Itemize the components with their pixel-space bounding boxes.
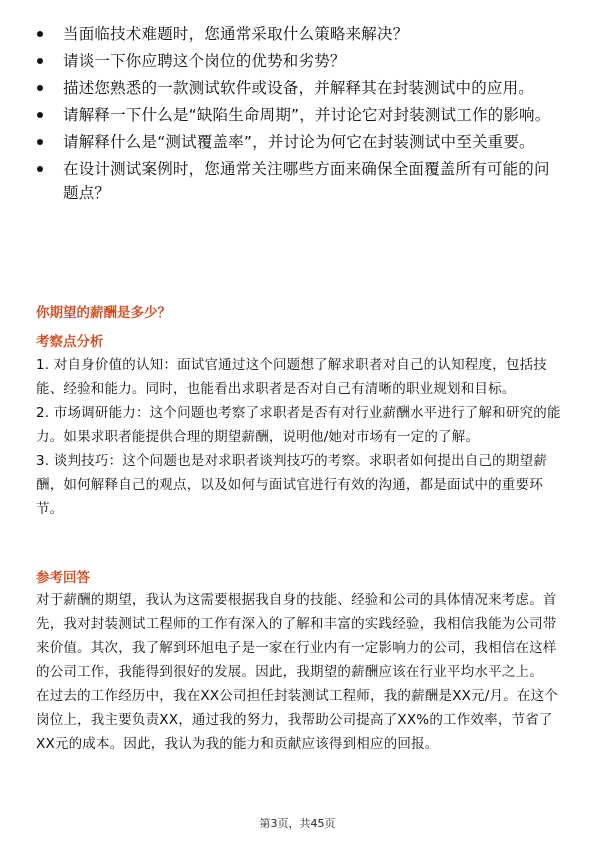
analysis-item: 2. 市场调研能力：这个问题也考察了求职者是否有对行业薪酬水平进行了解和研究的能力。如果求职者能提供合理的期望薪酬，说明他/她对市场有一定的了解。 [36,405,561,445]
analysis-body [36,353,561,521]
list-item [33,22,563,46]
analysis-title: 考察点分析 [36,334,104,350]
list-item [33,130,563,154]
bullet-icon [37,58,43,64]
list-item [33,103,563,127]
bullet-icon [37,112,43,118]
bullet-icon [37,85,43,91]
list-item [33,49,563,73]
answer-body [36,588,561,756]
question-list [33,22,563,208]
question-text: 在设计测试案例时，您通常关注哪些方面来确保全面覆盖所有可能的问题点？ [63,160,550,202]
analysis-item: 3. 谈判技巧：这个问题也是对求职者谈判技巧的考察。求职者如何提出自己的期望薪酬，如何解释自己的观点，以及如何与面试官进行有效的沟通，都是面试中的重要环节。 [36,453,547,517]
answer-paragraph: 在过去的工作经历中，我在XX公司担任封装测试工程师，我的薪酬是XX元/月。在这个岗位上，我主要负责XX，通过我的努力，我帮助公司提高了XX%的工作效率，节省了XX元的成本。因此，我认为我的能力和贡献应该得到相应的回报。 [36,688,559,752]
page-footer: 第3页，共45页 [259,817,336,830]
question-text: 当面临技术难题时，您通常采取什么策略来解决？ [63,25,409,43]
answer-paragraph: 对于薪酬的期望，我认为这需要根据我自身的技能、经验和公司的具体情况来考虑。首先，我对封装测试工程师的工作有深入的了解和丰富的实践经验，我相信我能为公司带来价值。其次，我了解到环旭电子是一家在行业内有一定影响力的公司，我相信在这样的公司工作，我能得到很好的发展。因此，我期望的薪酬应该在行业平均水平之上。 [36,592,557,680]
bullet-icon [37,139,43,145]
question-text: 请解释一下什么是“缺陷生命周期”，并讨论它对封装测试工作的影响。 [63,106,551,124]
bullet-icon [37,31,43,37]
list-item [33,157,563,205]
question-text: 请谈一下你应聘这个岗位的优势和劣势？ [63,52,346,70]
question-text: 描述您熟悉的一款测试软件或设备，并解释其在封装测试中的应用。 [63,79,535,97]
question-text: 请解释什么是“测试覆盖率”，并讨论为何它在封装测试中至关重要。 [63,133,535,151]
bullet-icon [37,166,43,172]
section-title: 你期望的薪酬是多少？ [36,305,171,321]
answer-title: 参考回答 [36,570,90,586]
list-item [33,76,563,100]
analysis-item: 1. 对自身价值的认知：面试官通过这个问题想了解求职者对自己的认知程度，包括技能、经验和能力。同时，也能看出求职者是否对自己有清晰的职业规划和目标。 [36,357,547,397]
